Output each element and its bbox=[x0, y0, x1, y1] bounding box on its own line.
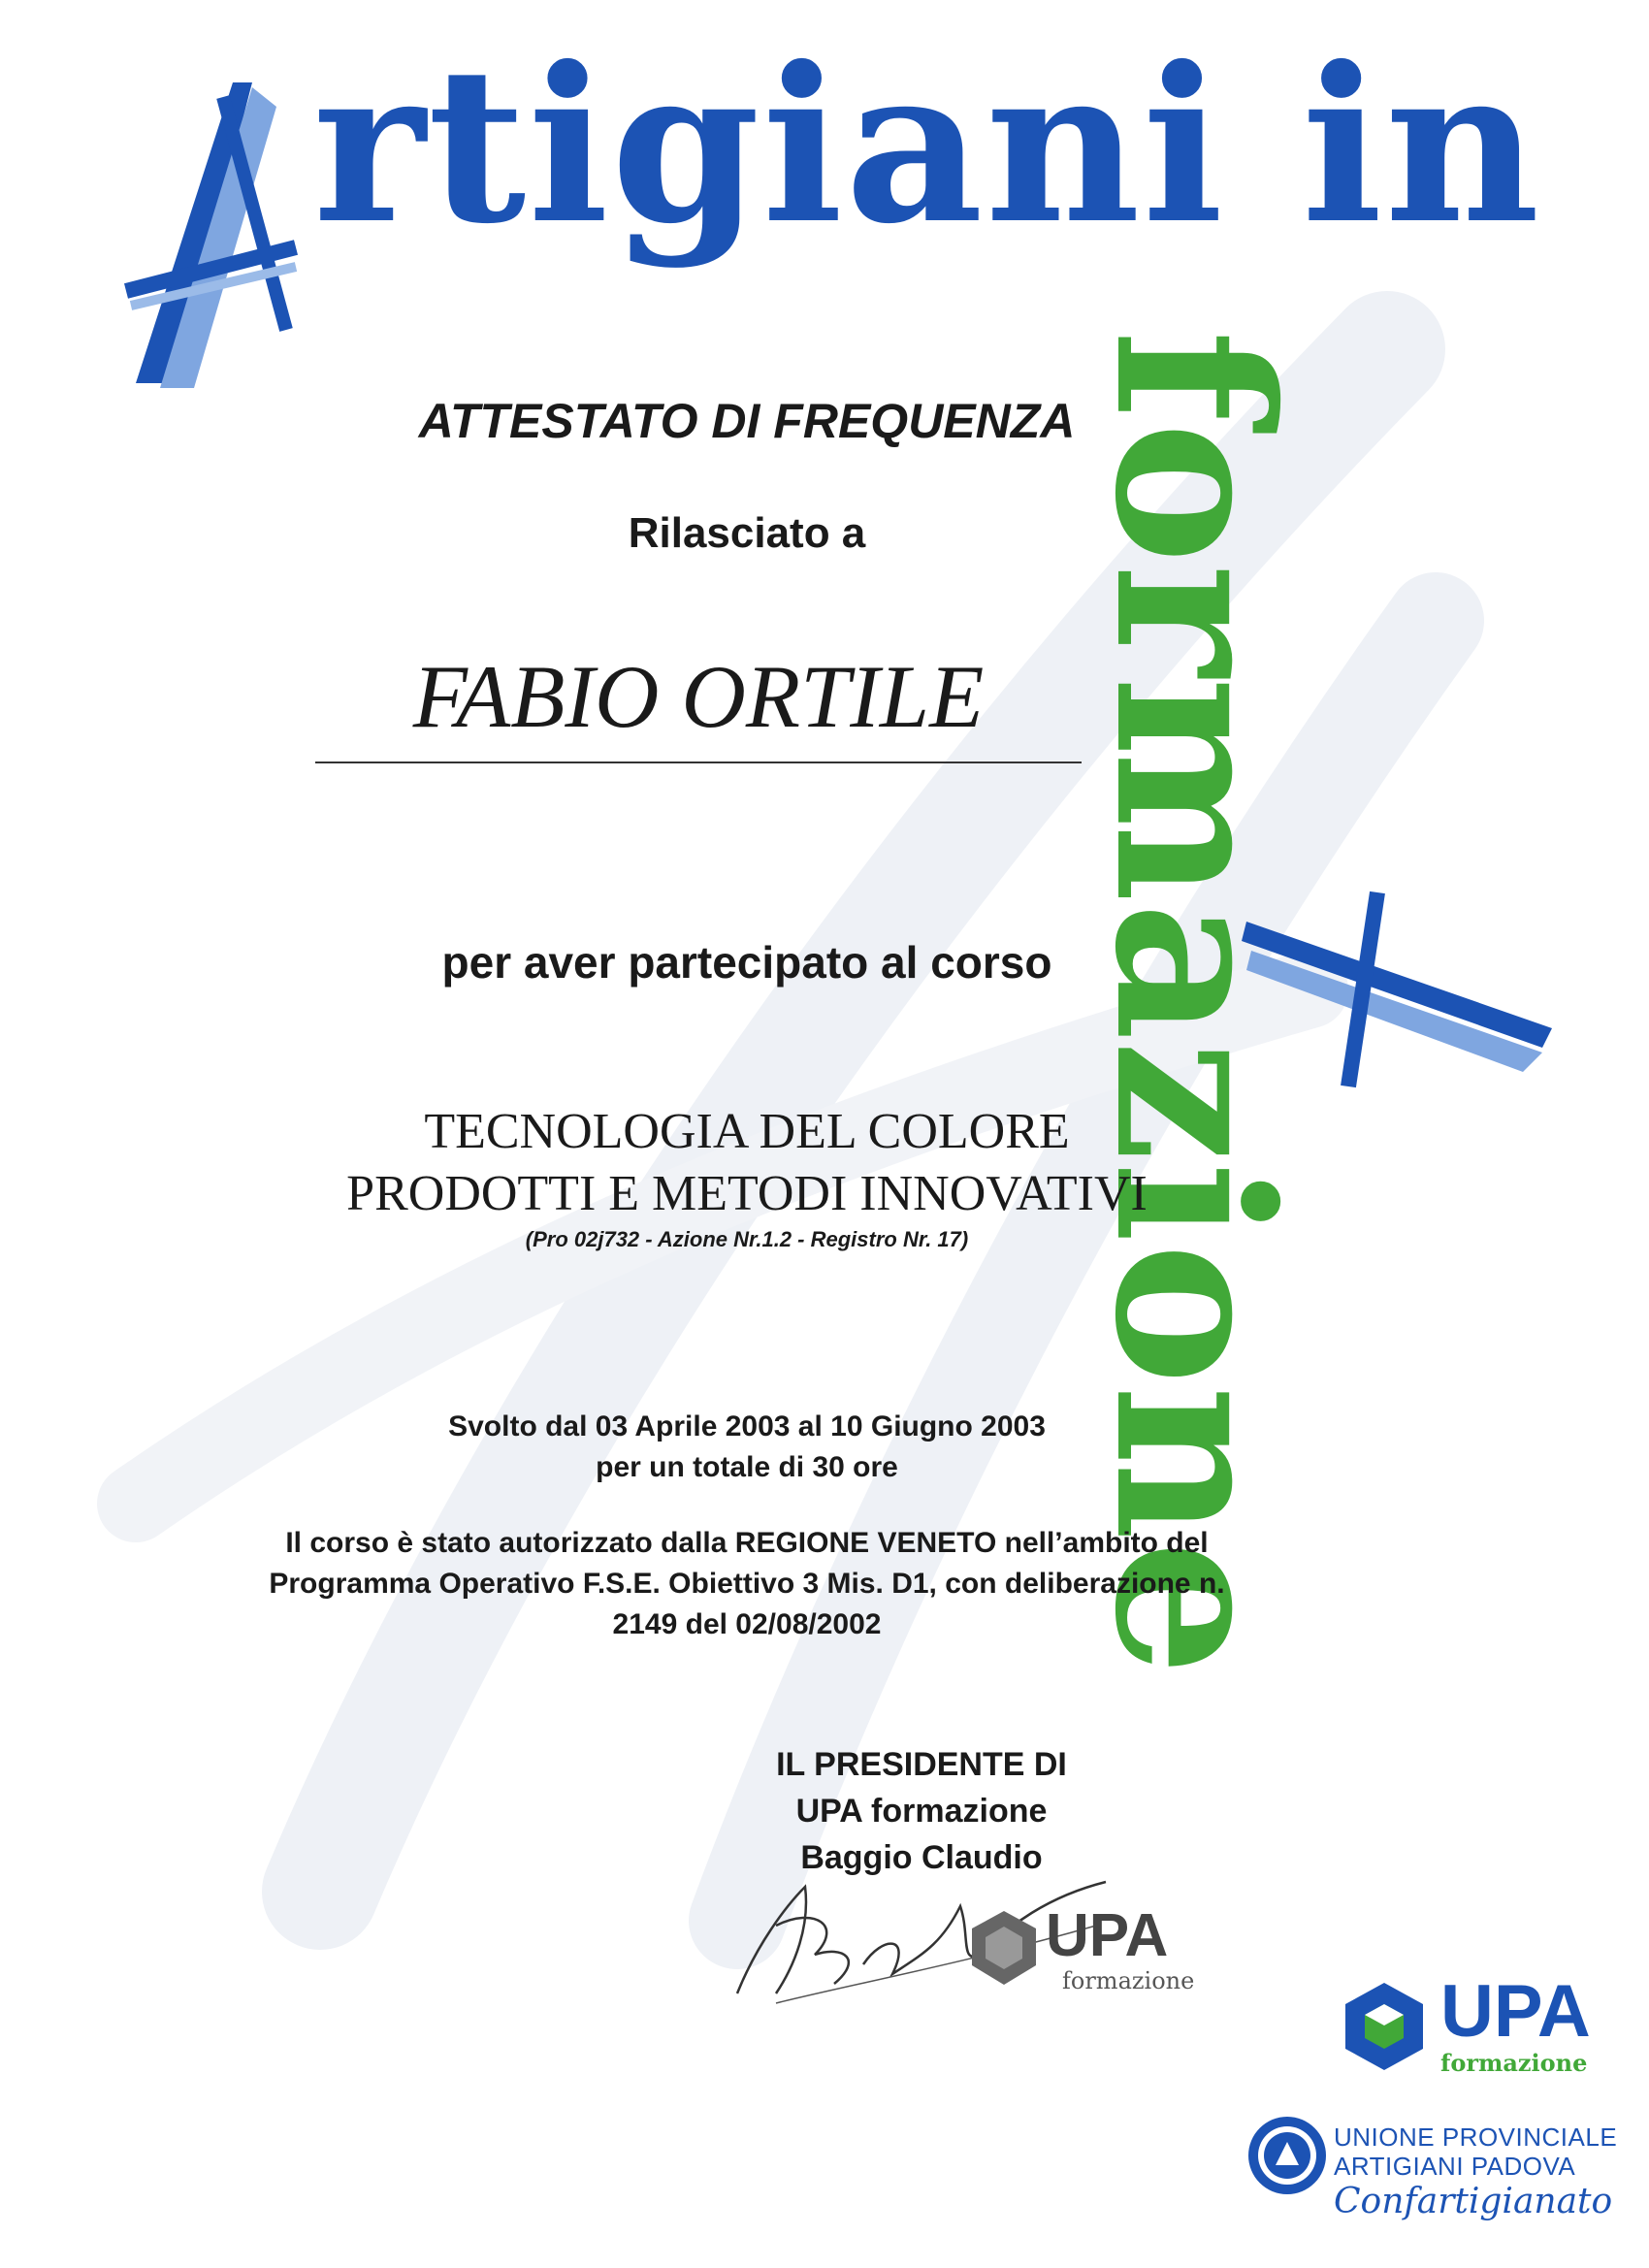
course-title-line: PRODOTTI E METODI INNOVATIVI bbox=[346, 1166, 1148, 1221]
course-code: (Pro 02j732 - Azione Nr.1.2 - Registro Nr. 17) bbox=[525, 1227, 969, 1251]
upa-stamp-text: UPA bbox=[1046, 1902, 1169, 1969]
course-hours-line: per un totale di 30 ore bbox=[596, 1451, 898, 1483]
course-title bbox=[213, 1101, 1280, 1225]
association-name-line: UNIONE PROVINCIALE bbox=[1334, 2122, 1618, 2152]
authorization-line: Il corso è stato autorizzato dalla REGIONE VENETO nell’ambito del bbox=[285, 1527, 1209, 1559]
course-dates-line: Svolto dal 03 Aprile 2003 al 10 Giugno 2003 bbox=[448, 1410, 1046, 1442]
signatory-block bbox=[698, 1741, 1145, 1881]
upa-cube-icon bbox=[1343, 1981, 1425, 2072]
course-title-line: TECNOLOGIA DEL COLORE bbox=[424, 1104, 1070, 1159]
course-dates bbox=[213, 1407, 1280, 1488]
recipient-name: FABIO ORTILE bbox=[315, 645, 1082, 763]
signatory-name: Baggio Claudio bbox=[800, 1839, 1043, 1876]
upa-stamp-logo bbox=[970, 1901, 1222, 2008]
upa-stamp-cube-icon bbox=[970, 1909, 1038, 1987]
brand-side-a-mark bbox=[1232, 883, 1562, 1096]
upa-logo-subtext: formazione bbox=[1440, 2049, 1588, 2077]
confartigianato-seal-icon bbox=[1246, 2115, 1328, 2196]
issued-to-label: Rilasciato a bbox=[628, 509, 866, 557]
brand-title-top bbox=[146, 19, 1542, 271]
upa-stamp-subtext: formazione bbox=[1062, 1967, 1195, 1994]
authorization-text bbox=[194, 1523, 1300, 1645]
certificate-heading: ATTESTATO DI FREQUENZA bbox=[418, 394, 1076, 448]
confartigianato-wordmark: Confartigianato bbox=[1334, 2182, 1613, 2221]
upa-formazione-logo bbox=[1343, 1969, 1596, 2086]
association-block bbox=[1334, 2122, 1644, 2223]
brand-title-top-text: rtigiani in bbox=[312, 19, 1542, 271]
association-name-line: ARTIGIANI PADOVA bbox=[1334, 2152, 1576, 2181]
participation-text: per aver partecipato al corso bbox=[441, 937, 1052, 988]
upa-logo-text: UPA bbox=[1440, 1970, 1591, 2053]
signatory-organization: UPA formazione bbox=[795, 1793, 1048, 1830]
brand-title-side: formazione bbox=[1068, 330, 1319, 1676]
authorization-line: Programma Operativo F.S.E. Obiettivo 3 Mis. D1, con deliberazione n. bbox=[269, 1568, 1225, 1600]
signatory-title: IL PRESIDENTE DI bbox=[776, 1746, 1067, 1783]
authorization-line: 2149 del 02/08/2002 bbox=[612, 1608, 882, 1640]
